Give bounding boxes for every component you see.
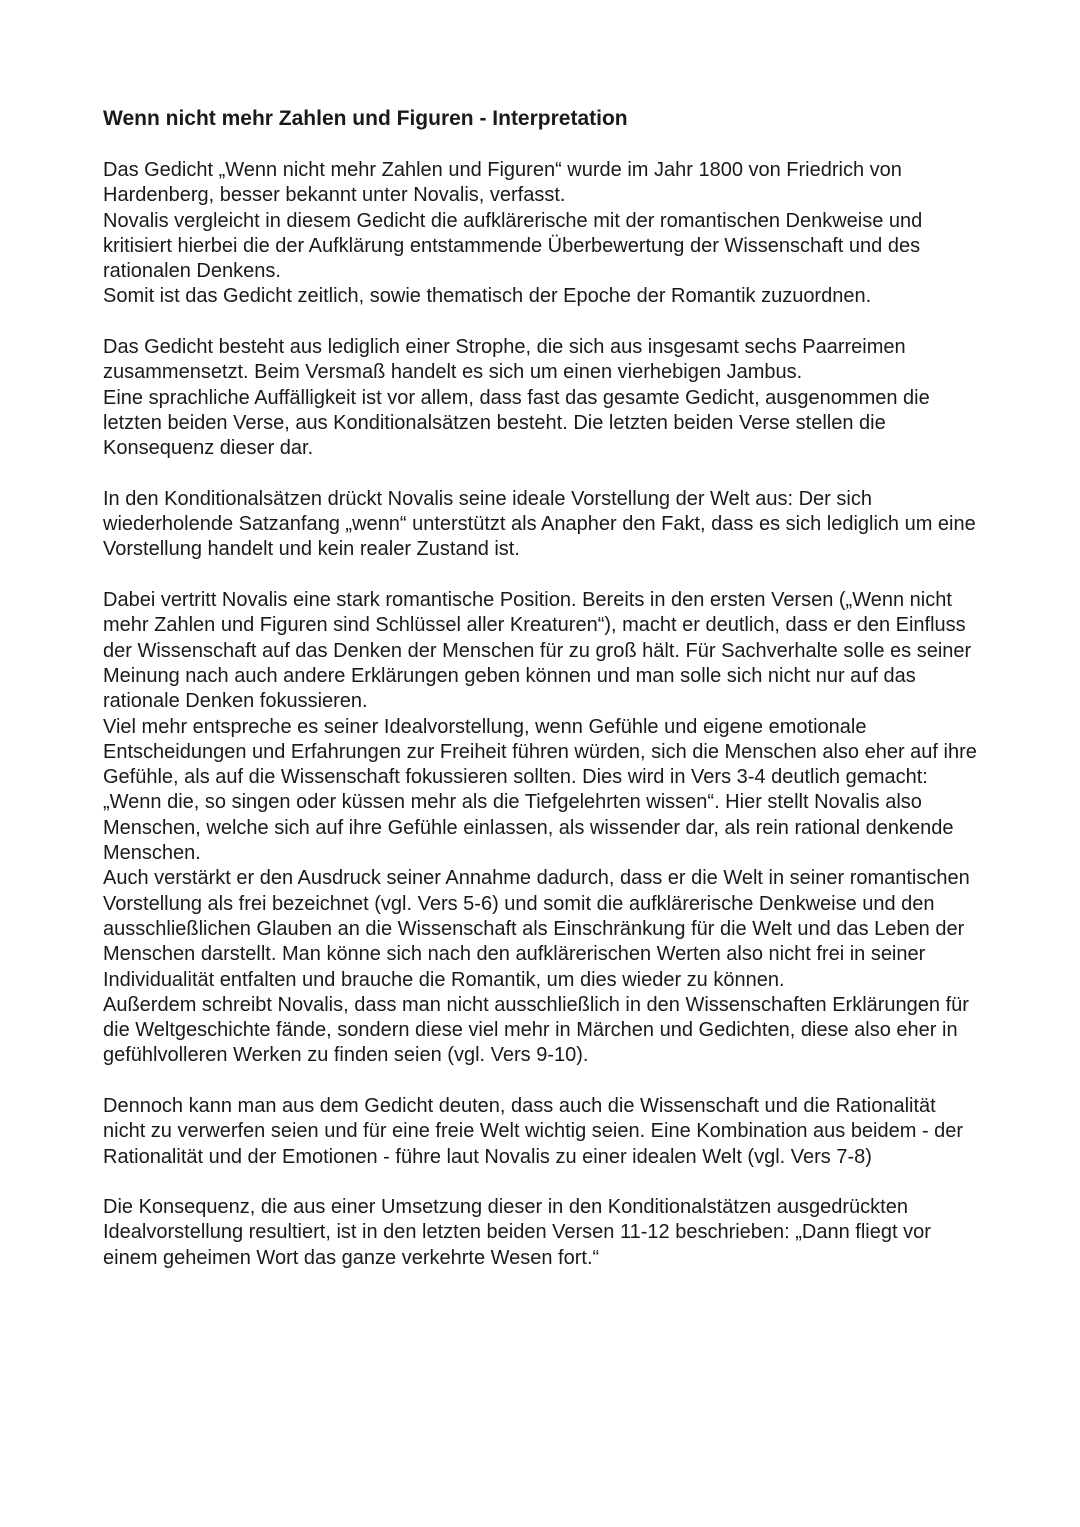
section-conditionals	[103, 487, 983, 563]
paragraph: Somit ist das Gedicht zeitlich, sowie thematisch der Epoche der Romantik zuzuordnen.	[103, 285, 872, 308]
paragraph: Eine sprachliche Auffälligkeit ist vor allem, dass fast das gesamte Gedicht, ausgenommen die letzten beiden Verse, aus Konditionalsätzen besteht. Die letzten beiden Verse stellen die Konsequenz dieser dar.	[103, 386, 930, 460]
section-rationality	[103, 1094, 983, 1170]
paragraph: Auch verstärkt er den Ausdruck seiner Annahme dadurch, dass er die Welt in seiner romantischen Vorstellung als frei bezeichnet (vgl. Vers 5-6) und somit die aufklärerische Denkweise und den ausschließlichen Glauben an die Wissenschaft als Einschränkung für die Welt und das Leben der Menschen darstellt. Man könne sich nach den aufklärerischen Werten also nicht frei in seiner Individualität entfalten und brauche die Romantik, um dies wieder zu können.	[103, 867, 970, 991]
paragraph: Das Gedicht „Wenn nicht mehr Zahlen und Figuren“ wurde im Jahr 1800 von Friedrich von Hardenberg, besser bekannt unter Novalis, verfasst.	[103, 159, 902, 207]
paragraph: Das Gedicht besteht aus lediglich einer Strophe, die sich aus insgesamt sechs Paarreimen zusammensetzt. Beim Versmaß handelt es sich um einen vierhebigen Jambus.	[103, 336, 906, 384]
paragraph: Außerdem schreibt Novalis, dass man nicht ausschließlich in den Wissenschaften Erklärungen für die Weltgeschichte fände, sondern diese viel mehr in Märchen und Gedichten, diese also eher in gefühlvolleren Werken zu finden seien (vgl. Vers 9-10).	[103, 993, 969, 1067]
paragraph: Dabei vertritt Novalis eine stark romantische Position. Bereits in den ersten Versen („Wenn nicht mehr Zahlen und Figuren sind Schlüssel aller Kreaturen“), macht er deutlich, dass er den Einfluss der Wissenschaft auf das Denken der Menschen für zu groß hält. Für Sachverhalte solle es seiner Meinung nach auch andere Erklärungen geben können und man solle sich nicht nur auf das rationale Denken fokussieren.	[103, 589, 972, 713]
document-title: Wenn nicht mehr Zahlen und Figuren - Interpretation	[103, 107, 628, 130]
section-consequence	[103, 1195, 983, 1271]
paragraph: In den Konditionalsätzen drückt Novalis seine ideale Vorstellung der Welt aus: Der sich wiederholende Satzanfang „wenn“ unterstützt als Anapher den Fakt, dass es sich lediglich um eine Vorstellung handelt und kein realer Zustand ist.	[103, 487, 976, 561]
paragraph: Viel mehr entspreche es seiner Idealvorstellung, wenn Gefühle und eigene emotionale Entscheidungen und Erfahrungen zur Freiheit führen würden, sich die Menschen also eher auf ihre Gefühle, als auf die Wissenschaft fokussieren sollten. Dies wird in Vers 3-4 deutlich gemacht: „Wenn die, so singen oder küssen mehr als die Tiefgelehrten wissen“. Hier stellt Novalis also Menschen, welche sich auf ihre Gefühle einlassen, als wissender dar, als rein rational denkende Menschen.	[103, 715, 977, 865]
document-page	[103, 104, 983, 1296]
paragraph: Novalis vergleicht in diesem Gedicht die aufklärerische mit der romantischen Denkweise und kritisiert hierbei die der Aufklärung entstammende Überbewertung der Wissenschaft und des rationalen Denkens.	[103, 209, 923, 283]
section-introduction	[103, 158, 983, 310]
paragraph: Dennoch kann man aus dem Gedicht deuten, dass auch die Wissenschaft und die Rationalität nicht zu verwerfen seien und für eine freie Welt wichtig seien. Eine Kombination aus beidem - der Rationalität und der Emotionen - führe laut Novalis zu einer idealen Welt (vgl. Vers 7-8)	[103, 1094, 964, 1168]
paragraph: Die Konsequenz, die aus einer Umsetzung dieser in den Konditionalstätzen ausgedrückten Idealvorstellung resultiert, ist in den letzten beiden Versen 11-12 beschrieben: „Dann fliegt vor einem geheimen Wort das ganze verkehrte Wesen fort.“	[103, 1196, 931, 1269]
section-romantic-position	[103, 588, 983, 1069]
section-form	[103, 335, 983, 461]
